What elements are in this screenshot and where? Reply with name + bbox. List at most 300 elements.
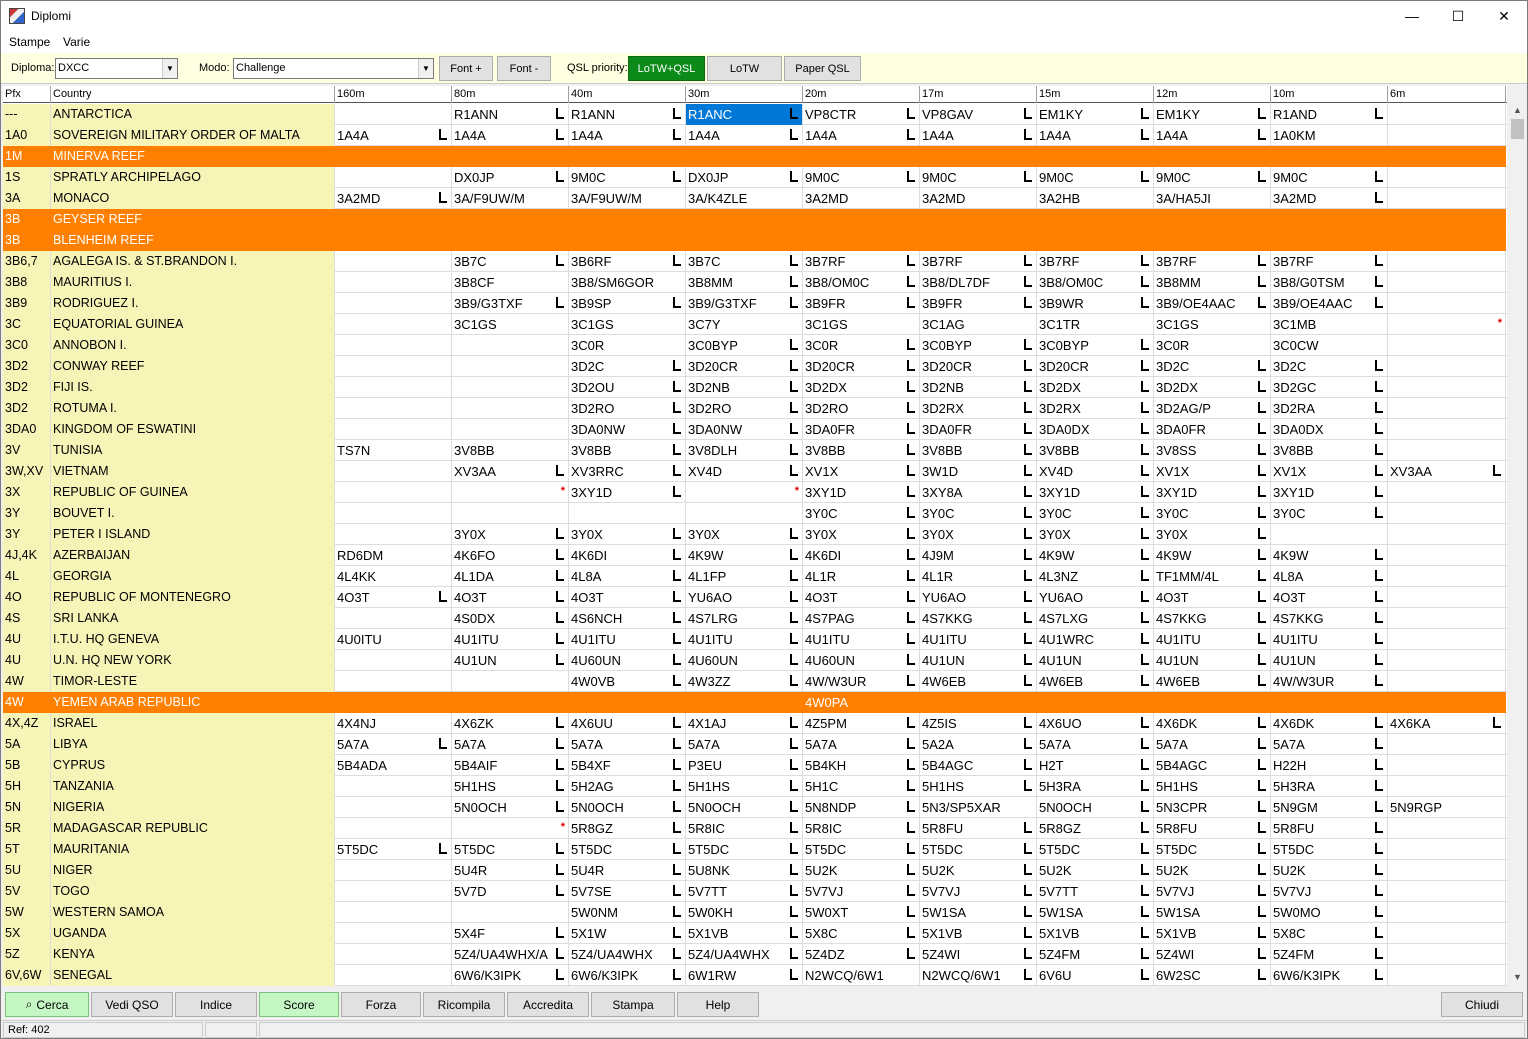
column-header-pfx[interactable]: Pfx [3, 86, 51, 103]
band-cell-17m[interactable] [920, 566, 1037, 587]
band-cell-30m[interactable] [686, 104, 803, 125]
band-cell-30m[interactable] [686, 587, 803, 608]
band-cell-17m[interactable] [920, 692, 1037, 713]
menu-varie[interactable]: Varie [63, 35, 91, 49]
band-cell-80m[interactable] [452, 608, 569, 629]
band-cell-17m[interactable] [920, 860, 1037, 881]
table-row[interactable] [3, 356, 1507, 377]
band-cell-15m[interactable] [1037, 902, 1154, 923]
band-cell-80m[interactable] [452, 419, 569, 440]
band-cell-6m[interactable] [1388, 461, 1506, 482]
band-cell-12m[interactable] [1154, 650, 1271, 671]
country-cell[interactable]: VIETNAM [51, 461, 335, 482]
band-cell-15m[interactable] [1037, 797, 1154, 818]
lotw-qsl-button[interactable]: LoTW+QSL [628, 56, 705, 81]
band-cell-17m[interactable] [920, 713, 1037, 734]
band-cell-15m[interactable] [1037, 734, 1154, 755]
band-cell-20m[interactable] [803, 923, 920, 944]
band-cell-20m[interactable] [803, 230, 920, 251]
band-cell-15m[interactable] [1037, 944, 1154, 965]
band-cell-12m[interactable] [1154, 125, 1271, 146]
band-cell-20m[interactable] [803, 671, 920, 692]
prefix-cell[interactable]: 5W [3, 902, 51, 923]
country-cell[interactable]: RODRIGUEZ I. [51, 293, 335, 314]
band-cell-12m[interactable] [1154, 251, 1271, 272]
band-cell-12m[interactable] [1154, 923, 1271, 944]
band-cell-30m[interactable] [686, 314, 803, 335]
column-header-20m[interactable]: 20m [803, 86, 920, 103]
band-cell-80m[interactable] [452, 755, 569, 776]
band-cell-160m[interactable] [335, 209, 452, 230]
table-row[interactable] [3, 797, 1507, 818]
prefix-cell[interactable]: 3V [3, 440, 51, 461]
band-cell-10m[interactable] [1271, 419, 1388, 440]
band-cell-10m[interactable] [1271, 482, 1388, 503]
column-header-6m[interactable]: 6m [1388, 86, 1506, 103]
band-cell-12m[interactable] [1154, 671, 1271, 692]
band-cell-80m[interactable] [452, 314, 569, 335]
band-cell-17m[interactable] [920, 167, 1037, 188]
country-cell[interactable]: SOVEREIGN MILITARY ORDER OF MALTA [51, 125, 335, 146]
diploma-select[interactable] [55, 58, 178, 79]
band-cell-17m[interactable] [920, 335, 1037, 356]
band-cell-15m[interactable] [1037, 545, 1154, 566]
band-cell-40m[interactable] [569, 944, 686, 965]
band-cell-20m[interactable] [803, 860, 920, 881]
band-cell-17m[interactable] [920, 965, 1037, 986]
prefix-cell[interactable]: 1S [3, 167, 51, 188]
band-cell-10m[interactable] [1271, 608, 1388, 629]
table-row[interactable] [3, 440, 1507, 461]
band-cell-17m[interactable] [920, 944, 1037, 965]
country-cell[interactable]: TIMOR-LESTE [51, 671, 335, 692]
band-cell-30m[interactable] [686, 377, 803, 398]
band-cell-10m[interactable] [1271, 272, 1388, 293]
band-cell-40m[interactable] [569, 965, 686, 986]
band-cell-12m[interactable] [1154, 188, 1271, 209]
band-cell-15m[interactable] [1037, 251, 1154, 272]
band-cell-12m[interactable] [1154, 713, 1271, 734]
band-cell-20m[interactable] [803, 209, 920, 230]
band-cell-6m[interactable] [1388, 671, 1506, 692]
band-cell-6m[interactable] [1388, 545, 1506, 566]
country-cell[interactable]: TANZANIA [51, 776, 335, 797]
band-cell-6m[interactable] [1388, 104, 1506, 125]
band-cell-40m[interactable] [569, 818, 686, 839]
font-plus-button[interactable]: Font + [439, 56, 493, 81]
band-cell-40m[interactable] [569, 524, 686, 545]
prefix-cell[interactable]: 4X,4Z [3, 713, 51, 734]
band-cell-160m[interactable] [335, 755, 452, 776]
band-cell-17m[interactable] [920, 230, 1037, 251]
band-cell-20m[interactable] [803, 125, 920, 146]
prefix-cell[interactable]: 4U [3, 650, 51, 671]
band-cell-30m[interactable] [686, 797, 803, 818]
band-cell-17m[interactable] [920, 104, 1037, 125]
band-cell-30m[interactable] [686, 125, 803, 146]
band-cell-20m[interactable] [803, 188, 920, 209]
band-cell-80m[interactable] [452, 209, 569, 230]
band-cell-160m[interactable] [335, 671, 452, 692]
band-cell-15m[interactable] [1037, 314, 1154, 335]
band-cell-20m[interactable] [803, 566, 920, 587]
band-cell-30m[interactable] [686, 293, 803, 314]
band-cell-40m[interactable] [569, 461, 686, 482]
band-cell-10m[interactable] [1271, 839, 1388, 860]
prefix-cell[interactable]: 3B8 [3, 272, 51, 293]
band-cell-12m[interactable] [1154, 566, 1271, 587]
table-row[interactable] [3, 419, 1507, 440]
band-cell-10m[interactable] [1271, 335, 1388, 356]
band-cell-30m[interactable] [686, 566, 803, 587]
accredita-button[interactable] [507, 992, 589, 1017]
country-cell[interactable]: SENEGAL [51, 965, 335, 986]
band-cell-10m[interactable] [1271, 524, 1388, 545]
band-cell-12m[interactable] [1154, 146, 1271, 167]
band-cell-17m[interactable] [920, 839, 1037, 860]
band-cell-10m[interactable] [1271, 104, 1388, 125]
prefix-cell[interactable]: 5N [3, 797, 51, 818]
band-cell-6m[interactable] [1388, 587, 1506, 608]
band-cell-6m[interactable] [1388, 860, 1506, 881]
band-cell-80m[interactable] [452, 293, 569, 314]
band-cell-160m[interactable] [335, 965, 452, 986]
country-cell[interactable]: AGALEGA IS. & ST.BRANDON I. [51, 251, 335, 272]
band-cell-17m[interactable] [920, 377, 1037, 398]
country-cell[interactable]: CYPRUS [51, 755, 335, 776]
band-cell-80m[interactable] [452, 398, 569, 419]
table-row[interactable] [3, 524, 1507, 545]
band-cell-80m[interactable] [452, 146, 569, 167]
prefix-cell[interactable]: 3W,XV [3, 461, 51, 482]
table-row[interactable] [3, 587, 1507, 608]
band-cell-160m[interactable] [335, 881, 452, 902]
band-cell-20m[interactable] [803, 440, 920, 461]
band-cell-6m[interactable] [1388, 272, 1506, 293]
band-cell-10m[interactable] [1271, 440, 1388, 461]
column-header-80m[interactable]: 80m [452, 86, 569, 103]
band-cell-20m[interactable] [803, 797, 920, 818]
band-cell-15m[interactable] [1037, 419, 1154, 440]
indice-button[interactable] [175, 992, 257, 1017]
band-cell-12m[interactable] [1154, 230, 1271, 251]
table-row[interactable] [3, 671, 1507, 692]
prefix-cell[interactable]: 3B9 [3, 293, 51, 314]
prefix-cell[interactable]: 3B [3, 209, 51, 230]
band-cell-20m[interactable] [803, 167, 920, 188]
band-cell-15m[interactable] [1037, 923, 1154, 944]
band-cell-160m[interactable] [335, 482, 452, 503]
band-cell-12m[interactable] [1154, 839, 1271, 860]
band-cell-160m[interactable] [335, 818, 452, 839]
country-cell[interactable]: ROTUMA I. [51, 398, 335, 419]
band-cell-12m[interactable] [1154, 965, 1271, 986]
band-cell-30m[interactable] [686, 860, 803, 881]
band-cell-40m[interactable] [569, 629, 686, 650]
band-cell-15m[interactable] [1037, 188, 1154, 209]
band-cell-30m[interactable] [686, 272, 803, 293]
band-cell-30m[interactable] [686, 923, 803, 944]
table-row[interactable] [3, 461, 1507, 482]
table-row[interactable] [3, 881, 1507, 902]
forza-button[interactable] [341, 992, 421, 1017]
prefix-cell[interactable]: 4W [3, 671, 51, 692]
band-cell-17m[interactable] [920, 398, 1037, 419]
band-cell-6m[interactable] [1388, 251, 1506, 272]
band-cell-10m[interactable] [1271, 230, 1388, 251]
band-cell-30m[interactable] [686, 209, 803, 230]
band-cell-40m[interactable] [569, 755, 686, 776]
band-cell-80m[interactable] [452, 965, 569, 986]
band-cell-40m[interactable] [569, 209, 686, 230]
prefix-cell[interactable]: --- [3, 104, 51, 125]
band-cell-160m[interactable] [335, 272, 452, 293]
band-cell-30m[interactable] [686, 398, 803, 419]
table-row[interactable] [3, 755, 1507, 776]
band-cell-15m[interactable] [1037, 776, 1154, 797]
band-cell-40m[interactable] [569, 902, 686, 923]
band-cell-10m[interactable] [1271, 146, 1388, 167]
band-cell-12m[interactable] [1154, 377, 1271, 398]
band-cell-6m[interactable] [1388, 755, 1506, 776]
band-cell-160m[interactable] [335, 167, 452, 188]
table-row[interactable] [3, 251, 1507, 272]
awards-grid[interactable] [3, 86, 1507, 986]
column-header-country[interactable]: Country [51, 86, 335, 103]
table-row[interactable] [3, 104, 1507, 125]
band-cell-80m[interactable] [452, 797, 569, 818]
band-cell-30m[interactable] [686, 188, 803, 209]
band-cell-6m[interactable] [1388, 167, 1506, 188]
band-cell-12m[interactable] [1154, 314, 1271, 335]
band-cell-17m[interactable] [920, 650, 1037, 671]
band-cell-40m[interactable] [569, 146, 686, 167]
band-cell-10m[interactable] [1271, 671, 1388, 692]
table-row[interactable] [3, 902, 1507, 923]
band-cell-80m[interactable] [452, 377, 569, 398]
prefix-cell[interactable]: 5A [3, 734, 51, 755]
band-cell-20m[interactable] [803, 755, 920, 776]
band-cell-10m[interactable] [1271, 461, 1388, 482]
band-cell-30m[interactable] [686, 818, 803, 839]
band-cell-6m[interactable] [1388, 923, 1506, 944]
band-cell-40m[interactable] [569, 545, 686, 566]
band-cell-80m[interactable] [452, 923, 569, 944]
table-row[interactable] [3, 230, 1507, 251]
band-cell-15m[interactable] [1037, 440, 1154, 461]
country-cell[interactable]: ISRAEL [51, 713, 335, 734]
band-cell-80m[interactable] [452, 125, 569, 146]
prefix-cell[interactable]: 3D2 [3, 356, 51, 377]
band-cell-160m[interactable] [335, 314, 452, 335]
band-cell-20m[interactable] [803, 629, 920, 650]
band-cell-12m[interactable] [1154, 902, 1271, 923]
band-cell-10m[interactable] [1271, 776, 1388, 797]
country-cell[interactable]: U.N. HQ NEW YORK [51, 650, 335, 671]
country-cell[interactable]: BLENHEIM REEF [51, 230, 335, 251]
band-cell-30m[interactable] [686, 755, 803, 776]
band-cell-80m[interactable] [452, 482, 569, 503]
prefix-cell[interactable]: 3D2 [3, 377, 51, 398]
band-cell-160m[interactable] [335, 713, 452, 734]
band-cell-20m[interactable] [803, 356, 920, 377]
country-cell[interactable]: MADAGASCAR REPUBLIC [51, 818, 335, 839]
country-cell[interactable]: NIGER [51, 860, 335, 881]
prefix-cell[interactable]: 6V,6W [3, 965, 51, 986]
band-cell-17m[interactable] [920, 902, 1037, 923]
table-row[interactable] [3, 860, 1507, 881]
band-cell-20m[interactable] [803, 335, 920, 356]
band-cell-20m[interactable] [803, 461, 920, 482]
column-header-30m[interactable]: 30m [686, 86, 803, 103]
band-cell-15m[interactable] [1037, 482, 1154, 503]
band-cell-10m[interactable] [1271, 293, 1388, 314]
column-header-160m[interactable]: 160m [335, 86, 452, 103]
table-row[interactable] [3, 776, 1507, 797]
band-cell-10m[interactable] [1271, 503, 1388, 524]
band-cell-20m[interactable] [803, 965, 920, 986]
band-cell-20m[interactable] [803, 545, 920, 566]
band-cell-160m[interactable] [335, 692, 452, 713]
band-cell-12m[interactable] [1154, 356, 1271, 377]
band-cell-30m[interactable] [686, 881, 803, 902]
band-cell-160m[interactable] [335, 230, 452, 251]
table-row[interactable] [3, 944, 1507, 965]
band-cell-6m[interactable] [1388, 314, 1506, 335]
band-cell-160m[interactable] [335, 545, 452, 566]
close-button[interactable]: ✕ [1498, 7, 1510, 24]
vedi-qso-button[interactable] [91, 992, 173, 1017]
country-cell[interactable]: REPUBLIC OF MONTENEGRO [51, 587, 335, 608]
table-row[interactable] [3, 839, 1507, 860]
country-cell[interactable]: SRI LANKA [51, 608, 335, 629]
band-cell-15m[interactable] [1037, 692, 1154, 713]
band-cell-30m[interactable] [686, 503, 803, 524]
cerca-button[interactable] [5, 992, 89, 1017]
band-cell-40m[interactable] [569, 776, 686, 797]
band-cell-15m[interactable] [1037, 629, 1154, 650]
country-cell[interactable]: REPUBLIC OF GUINEA [51, 482, 335, 503]
band-cell-20m[interactable] [803, 272, 920, 293]
band-cell-80m[interactable] [452, 944, 569, 965]
country-cell[interactable]: FIJI IS. [51, 377, 335, 398]
column-header-10m[interactable]: 10m [1271, 86, 1388, 103]
prefix-cell[interactable]: 5X [3, 923, 51, 944]
band-cell-30m[interactable] [686, 713, 803, 734]
band-cell-15m[interactable] [1037, 377, 1154, 398]
prefix-cell[interactable]: 4J,4K [3, 545, 51, 566]
band-cell-12m[interactable] [1154, 482, 1271, 503]
band-cell-40m[interactable] [569, 797, 686, 818]
band-cell-40m[interactable] [569, 188, 686, 209]
band-cell-6m[interactable] [1388, 713, 1506, 734]
band-cell-17m[interactable] [920, 251, 1037, 272]
band-cell-15m[interactable] [1037, 272, 1154, 293]
band-cell-20m[interactable] [803, 146, 920, 167]
band-cell-6m[interactable] [1388, 734, 1506, 755]
band-cell-30m[interactable] [686, 965, 803, 986]
prefix-cell[interactable]: 4L [3, 566, 51, 587]
prefix-cell[interactable]: 3Y [3, 503, 51, 524]
band-cell-30m[interactable] [686, 461, 803, 482]
band-cell-40m[interactable] [569, 860, 686, 881]
band-cell-17m[interactable] [920, 524, 1037, 545]
band-cell-20m[interactable] [803, 650, 920, 671]
prefix-cell[interactable]: 5H [3, 776, 51, 797]
table-row[interactable] [3, 272, 1507, 293]
band-cell-20m[interactable] [803, 692, 920, 713]
band-cell-80m[interactable] [452, 335, 569, 356]
band-cell-10m[interactable] [1271, 881, 1388, 902]
band-cell-12m[interactable] [1154, 398, 1271, 419]
band-cell-10m[interactable] [1271, 398, 1388, 419]
band-cell-10m[interactable] [1271, 566, 1388, 587]
band-cell-6m[interactable] [1388, 356, 1506, 377]
table-row[interactable] [3, 818, 1507, 839]
table-row[interactable] [3, 650, 1507, 671]
band-cell-6m[interactable] [1388, 440, 1506, 461]
band-cell-6m[interactable] [1388, 608, 1506, 629]
country-cell[interactable]: ANTARCTICA [51, 104, 335, 125]
band-cell-12m[interactable] [1154, 734, 1271, 755]
band-cell-80m[interactable] [452, 566, 569, 587]
band-cell-160m[interactable] [335, 293, 452, 314]
band-cell-12m[interactable] [1154, 503, 1271, 524]
band-cell-17m[interactable] [920, 461, 1037, 482]
band-cell-160m[interactable] [335, 146, 452, 167]
band-cell-40m[interactable] [569, 230, 686, 251]
band-cell-17m[interactable] [920, 587, 1037, 608]
menu-stampe[interactable]: Stampe [9, 35, 51, 49]
band-cell-10m[interactable] [1271, 860, 1388, 881]
column-header-40m[interactable]: 40m [569, 86, 686, 103]
band-cell-15m[interactable] [1037, 503, 1154, 524]
band-cell-10m[interactable] [1271, 545, 1388, 566]
band-cell-20m[interactable] [803, 398, 920, 419]
band-cell-10m[interactable] [1271, 167, 1388, 188]
table-row[interactable] [3, 629, 1507, 650]
band-cell-40m[interactable] [569, 650, 686, 671]
band-cell-10m[interactable] [1271, 965, 1388, 986]
band-cell-17m[interactable] [920, 146, 1037, 167]
country-cell[interactable]: KINGDOM OF ESWATINI [51, 419, 335, 440]
band-cell-12m[interactable] [1154, 860, 1271, 881]
band-cell-12m[interactable] [1154, 335, 1271, 356]
band-cell-40m[interactable] [569, 335, 686, 356]
band-cell-160m[interactable] [335, 104, 452, 125]
band-cell-15m[interactable] [1037, 293, 1154, 314]
country-cell[interactable]: MONACO [51, 188, 335, 209]
band-cell-12m[interactable] [1154, 167, 1271, 188]
prefix-cell[interactable]: 3X [3, 482, 51, 503]
band-cell-20m[interactable] [803, 314, 920, 335]
band-cell-160m[interactable] [335, 734, 452, 755]
band-cell-160m[interactable] [335, 461, 452, 482]
band-cell-17m[interactable] [920, 776, 1037, 797]
band-cell-10m[interactable] [1271, 797, 1388, 818]
band-cell-10m[interactable] [1271, 818, 1388, 839]
band-cell-80m[interactable] [452, 629, 569, 650]
band-cell-17m[interactable] [920, 188, 1037, 209]
band-cell-6m[interactable] [1388, 335, 1506, 356]
prefix-cell[interactable]: 4U [3, 629, 51, 650]
prefix-cell[interactable]: 3B [3, 230, 51, 251]
band-cell-20m[interactable] [803, 902, 920, 923]
band-cell-15m[interactable] [1037, 125, 1154, 146]
modo-select[interactable] [233, 58, 434, 79]
band-cell-12m[interactable] [1154, 104, 1271, 125]
band-cell-12m[interactable] [1154, 461, 1271, 482]
